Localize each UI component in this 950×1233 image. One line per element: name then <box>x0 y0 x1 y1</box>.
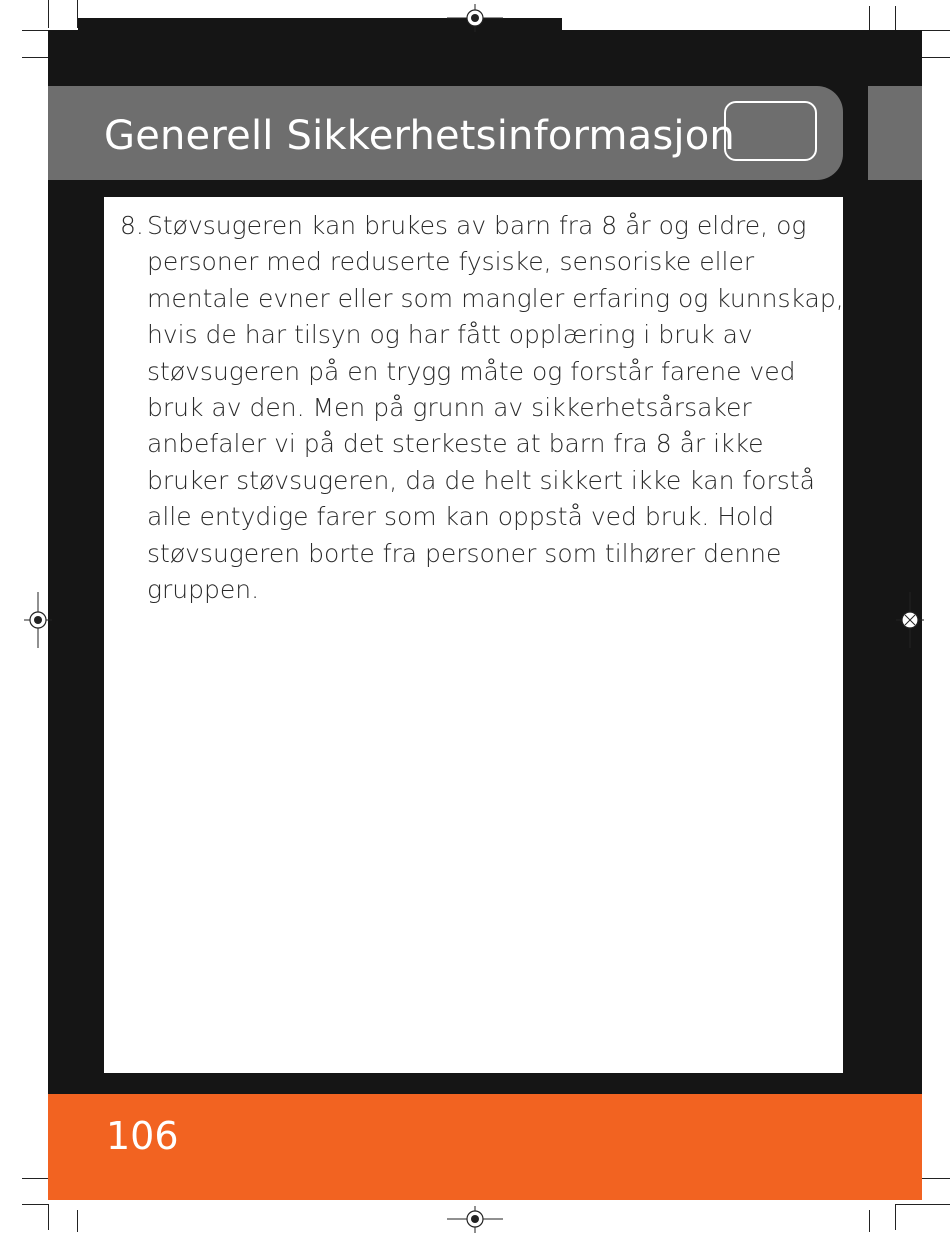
list-item-text <box>147 208 844 608</box>
crop-mark <box>48 0 49 28</box>
crop-mark <box>869 6 870 30</box>
text-line: gruppen. <box>147 575 260 605</box>
list-item-number: 8. <box>120 211 144 240</box>
crop-mark <box>48 1204 49 1230</box>
header-side-block <box>868 86 922 180</box>
text-line: bruk av den. Men på grunn av sikkerhetsårsaker <box>147 393 752 423</box>
page-number: 106 <box>106 1114 179 1158</box>
text-line: støvsugeren på en trygg måte og forstår farene ved <box>147 356 796 386</box>
text-line: mentale evner eller som mangler erfaring og kunnskap, <box>147 283 844 313</box>
crop-mark <box>922 1178 950 1179</box>
registration-mark-icon <box>447 1206 503 1233</box>
registration-mark-icon <box>447 4 503 32</box>
page-title: Generell Sikkerhetsinformasjon <box>104 113 735 159</box>
crop-mark <box>77 0 78 28</box>
text-line: støvsugeren borte fra personer som tilhører denne <box>147 538 782 568</box>
crop-mark <box>922 57 950 58</box>
text-line: anbefaler vi på det sterkeste at barn fra 8 år ikke <box>147 429 764 459</box>
crop-mark <box>869 1210 870 1232</box>
crop-mark <box>922 30 950 31</box>
text-line: personer med reduserte fysiske, sensoriske eller <box>147 247 755 277</box>
crop-mark <box>895 1204 896 1230</box>
crop-mark <box>77 1210 78 1232</box>
footer-band <box>48 1094 922 1200</box>
text-line: hvis de har tilsyn og har fått opplæring i bruk av <box>147 320 753 350</box>
crop-mark <box>22 30 48 31</box>
header-empty-box <box>724 101 817 161</box>
text-line: bruker støvsugeren, da de helt sikkert ikke kan forstå <box>147 465 815 495</box>
crop-mark <box>895 1204 950 1205</box>
text-line: alle entydige farer som kan oppstå ved bruk. Hold <box>147 502 775 532</box>
crop-mark <box>895 6 896 30</box>
crop-mark <box>22 1178 48 1179</box>
crop-mark <box>22 1204 48 1205</box>
registration-mark-icon <box>24 592 52 648</box>
text-line: Støvsugeren kan brukes av barn fra 8 år og eldre, og <box>147 211 807 240</box>
registration-mark-icon <box>896 592 924 648</box>
crop-mark <box>22 57 48 58</box>
